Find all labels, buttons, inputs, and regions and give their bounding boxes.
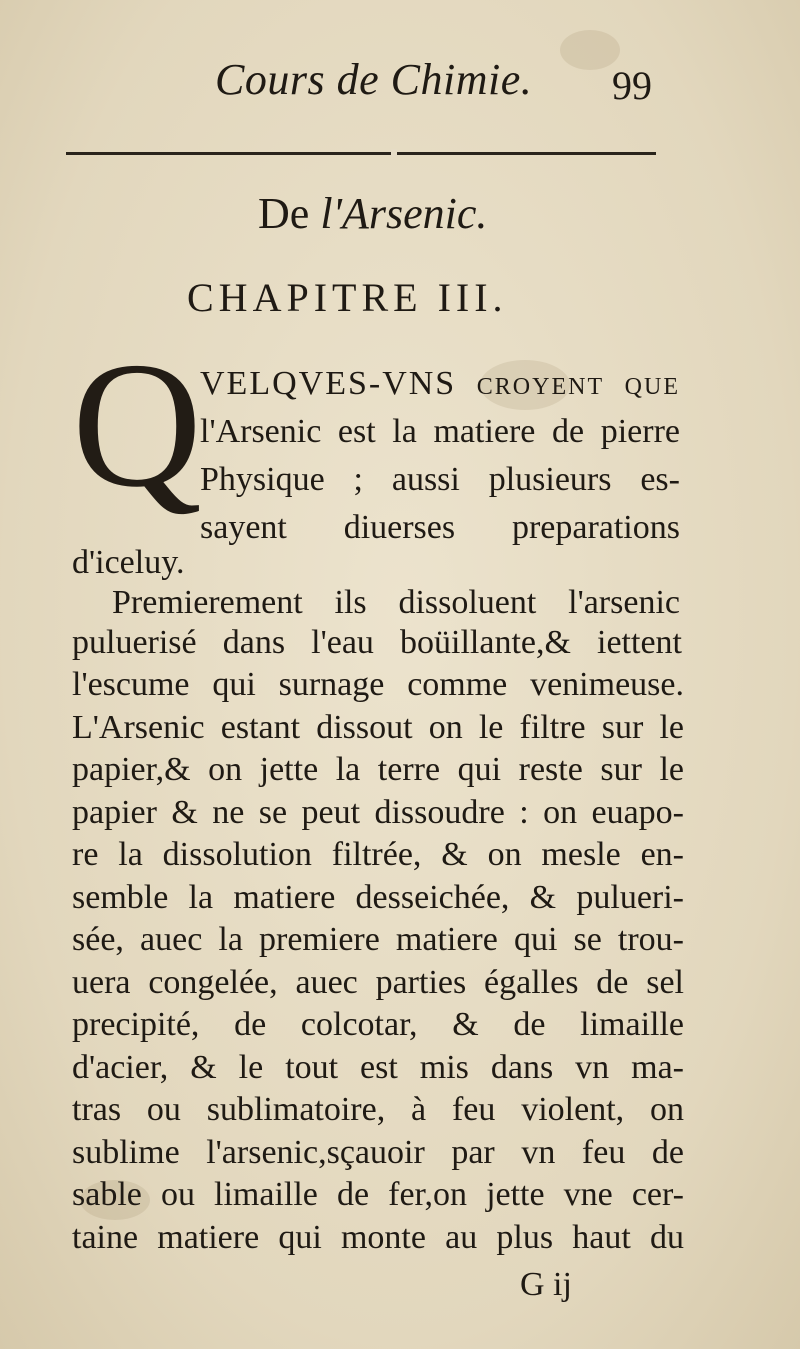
text-line: taine matiere qui monte au plus haut du xyxy=(72,1219,684,1256)
running-head-title: Cours de Chimie. xyxy=(215,55,533,104)
page-number: 99 xyxy=(612,63,652,108)
text-line: d'acier, & le tout est mis dans vn ma- xyxy=(72,1049,684,1086)
text-line: sée, auec la premiere matiere qui se trou- xyxy=(72,921,684,958)
text-line: sublime l'arsenic,sçauoir par vn feu de xyxy=(72,1134,684,1171)
text-line: l'escume qui surnage comme venimeuse. xyxy=(72,666,684,703)
text-line: uera congelée, auec parties égalles de sel xyxy=(72,964,684,1001)
text-line: VELQVES-VNS croyent que xyxy=(200,365,680,402)
text-line: precipité, de colcotar, & de limaille xyxy=(72,1006,684,1043)
section-title-prefix: De xyxy=(258,189,321,238)
text-line: Physique ; aussi plusieurs es- xyxy=(200,461,680,498)
text-line: re la dissolution filtrée, & on mesle en- xyxy=(72,836,684,873)
text-line: papier,& on jette la terre qui reste sur le xyxy=(72,751,684,788)
text-line: sable ou limaille de fer,on jette vne cer- xyxy=(72,1176,684,1213)
text-line: tras ou sublimatoire, à feu violent, on xyxy=(72,1091,684,1128)
text-line: l'Arsenic est la matiere de pierre xyxy=(200,413,680,450)
drop-cap: Q xyxy=(72,325,202,524)
text-line: sayent diuerses preparations xyxy=(200,509,680,546)
text-line: Premierement ils dissoluent l'arsenic xyxy=(112,584,680,621)
signature-mark: G ij xyxy=(520,1266,572,1303)
text-line: L'Arsenic estant dissout on le filtre sur le xyxy=(72,709,684,746)
text-line: puluerisé dans l'eau boüillante,& iettent xyxy=(72,624,682,661)
chapter-heading: CHAPITRE III. xyxy=(187,275,508,320)
section-title-subject: l'Arsenic. xyxy=(320,189,488,238)
header-rule xyxy=(66,152,656,155)
text-line: d'iceluy. xyxy=(72,544,185,581)
text-line: papier & ne se peut dissoudre : on euapo- xyxy=(72,794,684,831)
text-line: semble la matiere desseichée, & pulueri- xyxy=(72,879,684,916)
section-title xyxy=(258,188,487,239)
running-head xyxy=(0,48,800,118)
